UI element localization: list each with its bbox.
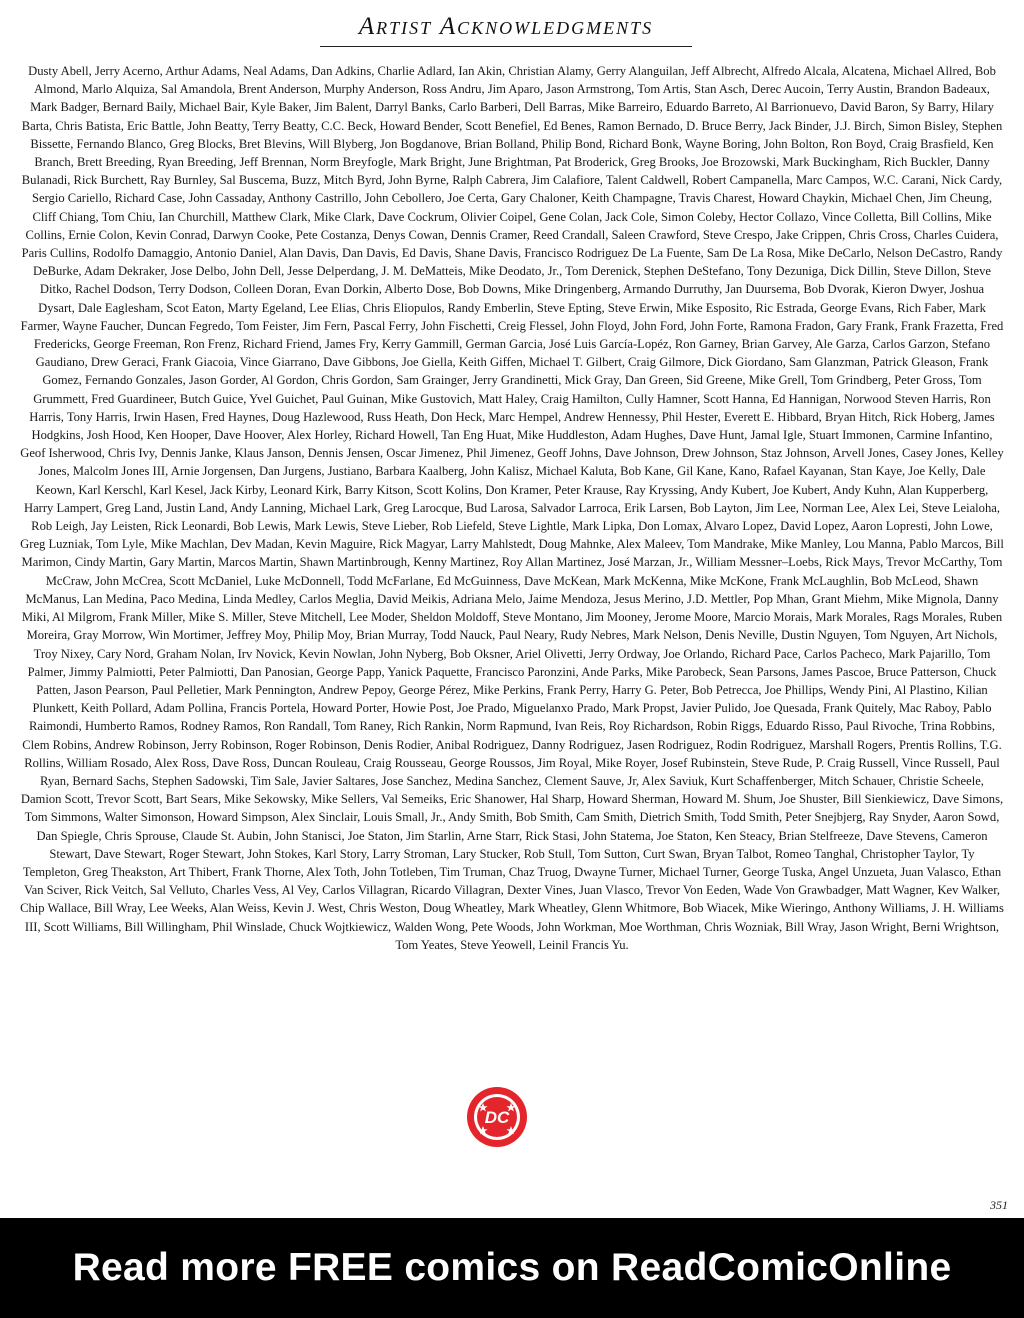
page-title: Artist Acknowledgments (358, 13, 654, 40)
dc-bullet-logo-icon (466, 1086, 528, 1148)
footer-banner[interactable] (0, 1218, 1024, 1318)
artist-names-list: Dusty Abell, Jerry Acerno, Arthur Adams, Neal Adams, Dan Adkins, Charlie Adlard, Ian Akin, Christian Alamy, Gerry Alanguilan, Jeff Albrecht, Alfredo Alcala, Alcatena, Michael Allred, Bob Almond, Marlo Alquiza, Sal Amandola, Brent Anderson, Murphy Anderson, Ross Andru, Jim Aparo, Jason Armstrong, Tom Artis, Stan Asch, Derec Aucoin, Terry Austin, Brandon Badeaux, Mark Badger, Bernard Baily, Michael Bair, Kyle Baker, Jim Balent, Darryl Banks, Carlo Barberi, Dell Barras, Mike Barreiro, Eduardo Barreto, Al Barrionuevo, David Baron, Sy Barry, Hilary Barta, Chris Batista, Eric Battle, John Beatty, Terry Beatty, C.C. Beck, Howard Bender, Scott Benefiel, Ed Benes, Ramon Bernado, D. Bruce Berry, Jack Binder, J.J. Birch, Simon Bisley, Stephen Bissette, Fernando Blanco, Greg Blocks, Bret Blevins, Will Blyberg, Jon Bogdanove, Brian Bolland, Philip Bond, Richard Bonk, Wayne Boring, John Bolton, Ron Boyd, Craig Brasfield, Ken Branch, Brett Breeding, Ryan Breeding, Jeff Brennan, Norm Breyfogle, Mark Bright, June Brightman, Pat Broderick, Greg Brooks, Joe Brozowski, Mark Buckingham, Rich Buckler, Danny Bulanadi, Rick Burchett, Ray Burnley, Sal Buscema, Buzz, Mitch Byrd, John Byrne, Ralph Cabrera, Jim Calafiore, Talent Caldwell, Robert Campanella, Marc Campos, W.C. Carani, Nick Cardy, Sergio Cariello, Richard Case, John Cassaday, Anthony Castrillo, John Cebollero, Joe Certa, Gary Chaloner, Keith Champagne, Travis Charest, Howard Chaykin, Michael Chen, Jim Cheung, Cliff Chiang, Tom Chiu, Ian Churchill, Matthew Clark, Mike Clark, Dave Cockrum, Olivier Coipel, Gene Colan, Jack Cole, Simon Coleby, Hector Collazo, Vince Colletta, Bill Collins, Mike Collins, Ernie Colon, Kevin Conrad, Darwyn Cooke, Pete Costanza, Denys Cowan, Dennis Cramer, Reed Crandall, Saleen Crawford, Steve Crespo, Jake Crippen, Chris Cross, Charles Cuidera, Paris Cullins, Rodolfo Damaggio, Antonio Daniel, Alan Davis, Dan Davis, Ed Davis, Shane Davis, Francisco Rodriguez De La Fuente, Sam De La Rosa, Mike DeCarlo, Nelson DeCastro, Randy DeBurke, Adam Dekraker, Jose Delbo, John Dell, Jesse Delperdang, J. M. DeMatteis, Mike Deodato, Jr., Tom Derenick, Stephen DeStefano, Tony Dezuniga, Dick Dillin, Steve Dillon, Steve Ditko, Rachel Dodson, Terry Dodson, Colleen Doran, Evan Dorkin, Alberto Dose, Bob Downs, Mike Dringenberg, Armando Durruthy, Jan Duursema, Bob Dvorak, Kieron Dwyer, Joshua Dysart, Dale Eaglesham, Scot Eaton, Marty Egeland, Lee Elias, Chris Eliopulos, Randy Emberlin, Steve Epting, Steve Erwin, Mike Esposito, Ric Estrada, George Evans, Rich Faber, Mark Farmer, Wayne Faucher, Duncan Fegredo, Tom Feister, Jim Fern, Pascal Ferry, John Fischetti, Creig Flessel, John Floyd, John Ford, John Forte, Ramona Fradon, Gary Frank, Frank Frazetta, Fred Fredericks, George Freeman, Ron Frenz, Richard Friend, James Fry, Kerry Gammill, German Garcia, José Luis García-Lopéz, Ron Garney, Brian Garvey, Ale Garza, Carlos Garzon, Stefano Gaudiano, Drew Geraci, Frank Giacoia, Vince Giarrano, Dave Gibbons, Joe Giella, Keith Giffen, Michael T. Gilbert, Craig Gilmore, Dick Giordano, Sam Glanzman, Patrick Gleason, Frank Gomez, Fernando Gonzales, Jason Gorder, Al Gordon, Chris Gordon, Sam Grainger, Jerry Grandinetti, Mick Gray, Dan Green, Sid Greene, Mike Grell, Tom Grindberg, Peter Gross, Tom Grummett, Fred Guardineer, Butch Guice, Yvel Guichet, Paul Guinan, Mike Gustovich, Matt Haley, Craig Hamilton, Cully Hamner, Scott Hanna, Ed Hannigan, Norwood Steven Harris, Ron Harris, Tony Harris, Irwin Hasen, Fred Haynes, Doug Hazlewood, Russ Heath, Don Heck, Marc Hempel, Andrew Hennessy, Phil Hester, Everett E. Hibbard, Bryan Hitch, Rick Hoberg, James Hodgkins, Josh Hood, Ken Hooper, Dave Hoover, Alex Horley, Richard Howell, Tan Eng Huat, Mike Huddleston, Adam Hughes, Dave Hunt, Jamal Igle, Stuart Immonen, Carmine Infantino, Geof Isherwood, Chris Ivy, Dennis Janke, Klaus Janson, Dennis Jensen, Oscar Jimenez, Phil Jimenez, Geoff Johns, Dave Johnson, Drew Johnson, Staz Johnson, Arvell Jones, Casey Jones, Kelley Jones, Malcolm Jones III, Arnie Jorgensen, Dan Jurgens, Justiano, Barbara Kaalberg, John Kalisz, Michael Kaluta, Bob Kane, Gil Kane, Kano, Rafael Kayanan, Stan Kaye, Joe Kelly, Dale Keown, Karl Kerschl, Karl Kesel, Jack Kirby, Leonard Kirk, Barry Kitson, Scott Kolins, Don Kramer, Peter Krause, Ray Kryssing, Andy Kubert, Joe Kubert, Andy Kuhn, Alan Kupperberg, Harry Lampert, Greg Land, Justin Land, Andy Lanning, Michael Lark, Greg Larocque, Bud Larosa, Salvador Larroca, Erik Larsen, Bob Layton, Jim Lee, Norman Lee, Alex Lei, Steve Leialoha, Rob Leigh, Jay Leisten, Rick Leonardi, Bob Lewis, Mark Lewis, Steve Lieber, Rob Liefeld, Steve Lightle, Mark Lipka, Don Lomax, Alvaro Lopez, David Lopez, Aaron Lopresti, John Lowe, Greg Luzniak, Tom Lyle, Mike Machlan, Dev Madan, Kevin Maguire, Rick Magyar, Larry Mahlstedt, Doug Mahnke, Alex Maleev, Tom Mandrake, Mike Manley, Lou Manna, Pablo Marcos, Bill Marimon, Cindy Martin, Gary Martin, Marcos Martin, Shawn Martinbrough, Kenny Martinez, Roy Allan Martinez, José Marzan, Jr., William Messner–Loebs, Rick Mays, Trevor McCarthy, Tom McCraw, John McCrea, Scott McDaniel, Luke McDonnell, Todd McFarlane, Ed McGuinness, Dave McKean, Mark McKenna, Mike McKone, Frank McLaughlin, Bob McLeod, Shawn McManus, Lan Medina, Paco Medina, Linda Medley, Carlos Meglia, David Meikis, Adriana Melo, Jaime Mendoza, Jesus Merino, J.D. Mettler, Pop Mhan, Grant Miehm, Mike Mignola, Danny Miki, Al Milgrom, Frank Miller, Mike S. Miller, Steve Mitchell, Lee Moder, Sheldon Moldoff, Steve Montano, Jim Mooney, Jerome Moore, Marcio Morais, Mark Morales, Rags Morales, Ruben Moreira, Gray Morrow, Win Mortimer, Jeffrey Moy, Philip Moy, Brian Murray, Todd Nauck, Paul Neary, Rudy Nebres, Mark Nelson, Denis Neville, Dustin Nguyen, Tom Nguyen, Art Nichols, Troy Nixey, Cary Nord, Graham Nolan, Irv Novick, Kevin Nowlan, John Nyberg, Bob Oksner, Ariel Olivetti, Jerry Ordway, Joe Orlando, Richard Pace, Carlos Pacheco, Mark Pajarillo, Tom Palmer, Jimmy Palmiotti, Peter Palmiotti, Dan Panosian, George Papp, Yanick Paquette, Francisco Paronzini, Ande Parks, Mike Parobeck, Sean Parsons, James Pascoe, Bruce Patterson, Chuck Patten, Jason Pearson, Paul Pelletier, Mark Pennington, Andrew Pepoy, George Pérez, Mike Perkins, Frank Perry, Harry G. Peter, Bob Petrecca, Joe Phillips, Wendy Pini, Al Plastino, Kilian Plunkett, Keith Pollard, Adam Pollina, Francis Portela, Howard Porter, Howie Post, Joe Prado, Miguelanxo Prado, Mark Propst, Javier Pulido, Joe Quesada, Frank Quitely, Mac Raboy, Pablo Raimondi, Humberto Ramos, Rodney Ramos, Ron Randall, Tom Raney, Rich Rankin, Norm Rapmund, Ivan Reis, Roy Richardson, Robin Riggs, Eduardo Risso, Paul Rivoche, Trina Robbins, Clem Robins, Andrew Robinson, Jerry Robinson, Roger Robinson, Denis Rodier, Anibal Rodriguez, Danny Rodriguez, Jasen Rodriguez, Rodin Rodriguez, Marshall Rogers, Prentis Rollins, T.G. Rollins, William Rosado, Alex Ross, Dave Ross, Duncan Rouleau, Craig Rousseau, George Roussos, Jim Royal, Mike Royer, Josef Rubinstein, Steve Rude, P. Craig Russell, Vince Russell, Paul Ryan, Bernard Sachs, Stephen Sadowski, Tim Sale, Javier Saltares, Jose Sanchez, Medina Sanchez, Clement Sauve, Jr, Alex Saviuk, Kurt Schaffenberger, Mitch Schauer, Christie Scheele, Damion Scott, Trevor Scott, Bart Sears, Mike Sekowsky, Mike Sellers, Val Semeiks, Eric Shanower, Hal Sharp, Howard Sherman, Howard M. Shum, Joe Shuster, Bill Sienkiewicz, Dave Simons, Tom Simmons, Walter Simonson, Howard Simpson, Alex Sinclair, Louis Small, Jr., Andy Smith, Bob Smith, Cam Smith, Dietrich Smith, Todd Smith, Peter Snejbjerg, Ray Snyder, Aaron Sowd, Dan Spiegle, Chris Sprouse, Claude St. Aubin, John Stanisci, Joe Staton, Jim Starlin, Arne Starr, Rick Stasi, John Statema, Joe Staton, Ken Steacy, Brian Stelfreeze, Dave Stevens, Cameron Stewart, Dave Stewart, Roger Stewart, John Stokes, Karl Story, Larry Stroman, Lary Stucker, Rob Stull, Tom Sutton, Curt Swan, Bryan Talbot, Romeo Tanghal, Christopher Taylor, Ty Templeton, Greg Theakston, Art Thibert, Frank Thorne, Alex Toth, John Totleben, Tim Truman, Chaz Truog, Dwayne Turner, Michael Turner, George Tuska, Angel Unzueta, Juan Valasco, Ethan Van Sciver, Rick Veitch, Sal Velluto, Charles Vess, Al Vey, Carlos Villagran, Ricardo Villagran, Dexter Vines, Juan Vlasco, Trevor Von Eeden, Wade Von Grawbadger, Matt Wagner, Kev Walker, Chip Wallace, Bill Wray, Lee Weeks, Alan Weiss, Kevin J. West, Chris Weston, Doug Wheatley, Mark Wheatley, Glenn Whitmore, Bob Wiacek, Mike Wieringo, Anthony Williams, J. H. Williams III, Scott Williams, Bill Willingham, Phil Winslade, Chuck Wojtkiewicz, Walden Wong, Pete Woods, John Workman, Moe Worthman, Chris Wozniak, Bill Wray, Jason Wright, Berni Wrightson, Tom Yeates, Steve Yeowell, Leinil Francis Yu. (20, 64, 1004, 952)
title-underline (320, 46, 692, 47)
footer-link-text[interactable]: Read more FREE comics on ReadComicOnline (72, 1246, 952, 1289)
title-block (320, 10, 692, 47)
logo-text: DC (484, 1108, 510, 1127)
page-number: 351 (990, 1198, 1008, 1212)
